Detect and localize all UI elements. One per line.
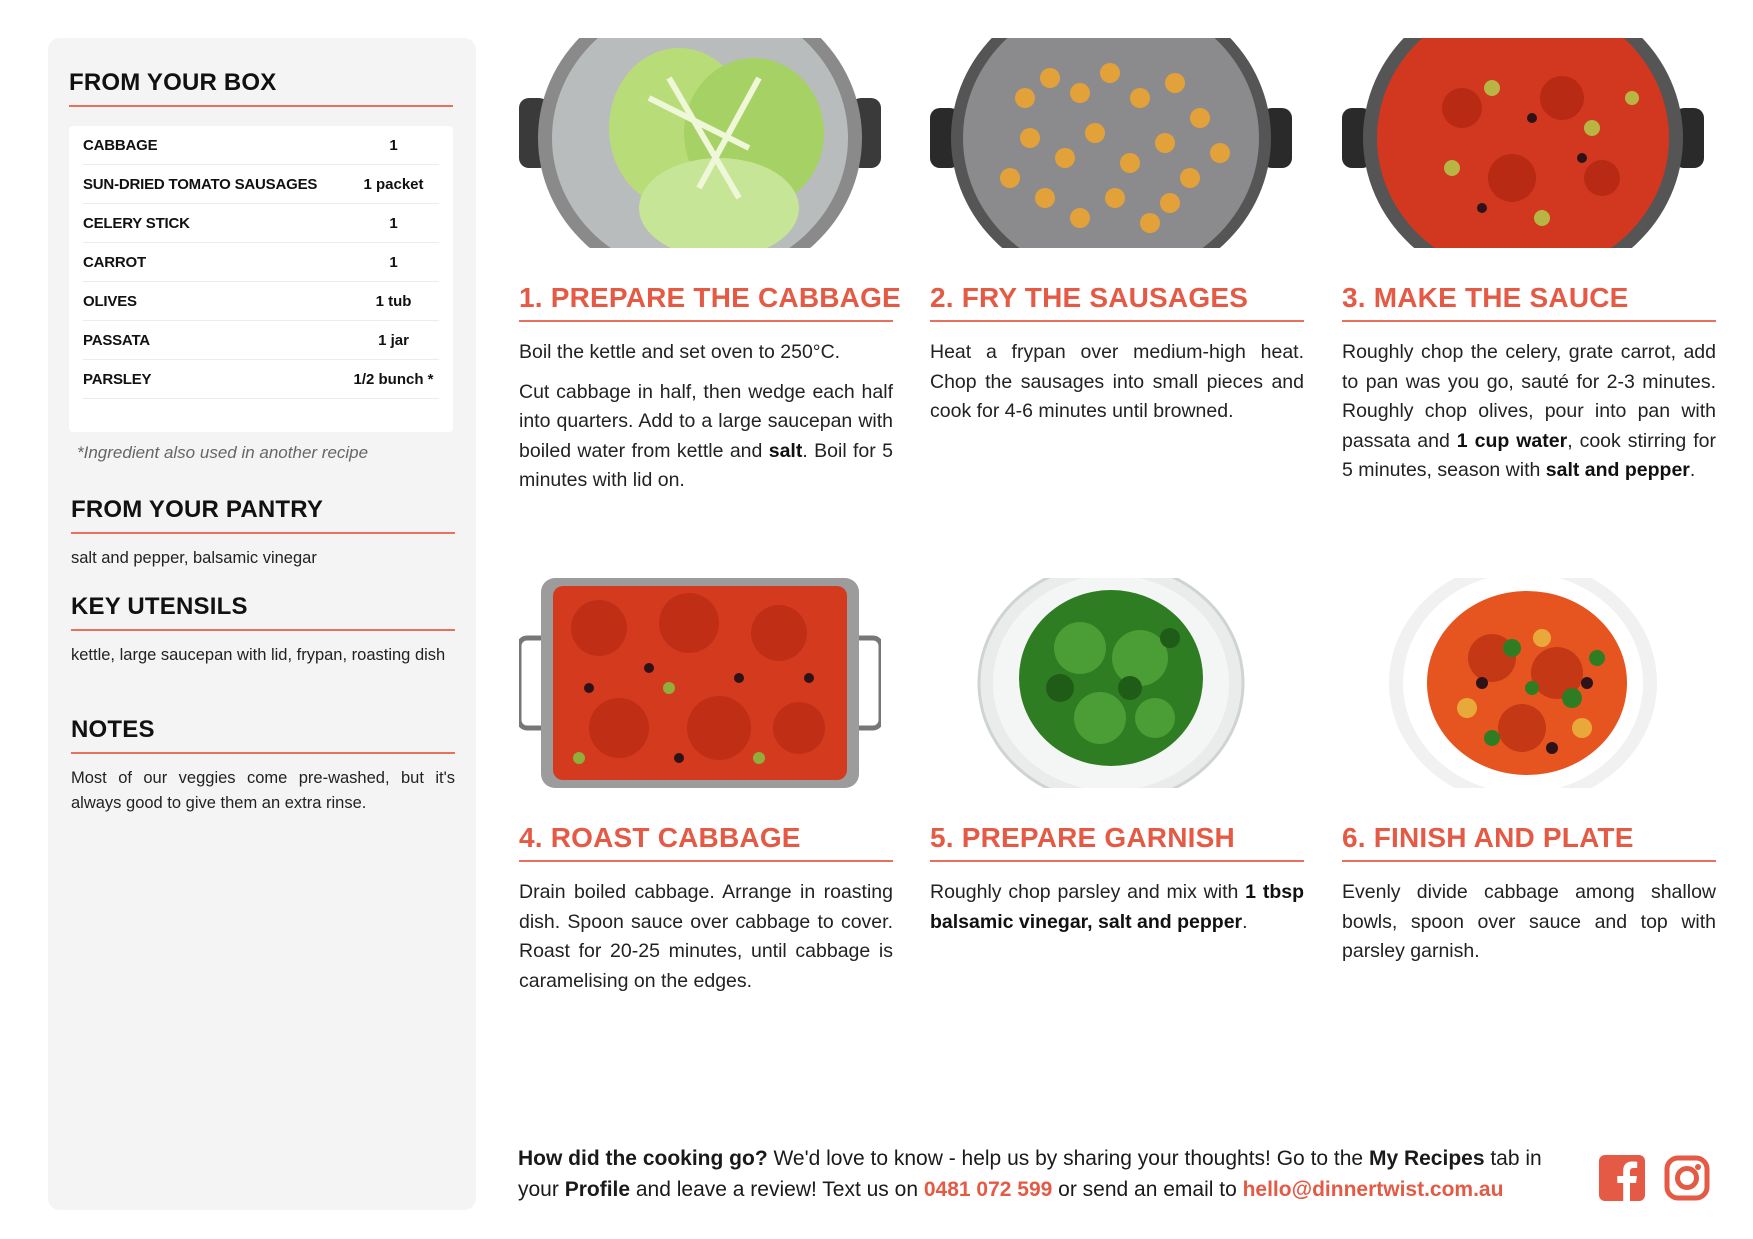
feedback-footer	[518, 1143, 1578, 1205]
text-run: . Boil for 5 minutes with lid on.	[519, 439, 893, 491]
ingredient-row	[83, 126, 439, 165]
text-run: Roughly chop parsley and mix with	[930, 881, 1246, 903]
facebook-icon[interactable]	[1599, 1155, 1645, 1201]
instagram-icon[interactable]	[1664, 1155, 1710, 1201]
step-4-photo	[519, 578, 881, 788]
step-1-title: 1. PREPARE THE CABBAGE	[519, 282, 893, 322]
step-1-paragraph	[519, 378, 893, 496]
sidebar	[48, 38, 476, 1210]
text-run: .	[1242, 910, 1248, 933]
step-5-text	[930, 878, 1304, 937]
step-1-paragraph: Boil the kettle and set oven to 250°C.	[519, 341, 841, 363]
ingredients-table	[69, 126, 453, 432]
email-link[interactable]: hello@dinnertwist.com.au	[1242, 1178, 1504, 1201]
step-3-title: 3. MAKE THE SAUCE	[1342, 282, 1716, 322]
text-run: We'd love to know - help us by sharing your thoughts! Go to the	[767, 1147, 1369, 1170]
ingredient-qty: 1 packet	[363, 175, 424, 193]
from-your-box-heading: FROM YOUR BOX	[69, 69, 453, 107]
step-3-photo	[1342, 38, 1704, 248]
step-6-text	[1342, 878, 1716, 967]
step-4	[519, 578, 893, 996]
step-3-paragraph	[1342, 338, 1716, 486]
ingredient-name: OLIVES	[83, 292, 137, 310]
bold-ingredient: 1 tbsp balsamic vinegar, salt and pepper	[930, 881, 1304, 933]
text-run: and leave a review! Text us on	[630, 1178, 924, 1201]
ingredient-name: CARROT	[83, 253, 146, 271]
step-6-title: 6. FINISH AND PLATE	[1342, 822, 1716, 862]
notes-text: Most of our veggies come pre-washed, but it's always good to give them an extra rinse.	[71, 769, 455, 812]
ingredient-name: CELERY STICK	[83, 214, 190, 232]
phone-link[interactable]: 0481 072 599	[923, 1178, 1053, 1201]
step-6-paragraph: Evenly divide cabbage among shallow bowls, spoon over sauce and top with parsley garnish.	[1342, 881, 1716, 962]
ingredient-qty: 1	[389, 214, 398, 232]
step-4-title: 4. ROAST CABBAGE	[519, 822, 893, 862]
ingredient-name: PARSLEY	[83, 370, 152, 388]
step-1-photo	[519, 38, 881, 248]
step-5-photo	[930, 578, 1292, 788]
my-recipes-link[interactable]: My Recipes	[1368, 1147, 1485, 1170]
step-2-text	[930, 338, 1304, 427]
ingredient-row	[83, 243, 439, 282]
ingredient-footnote: *Ingredient also used in another recipe	[77, 443, 369, 462]
pantry-text: salt and pepper, balsamic vinegar	[71, 549, 317, 567]
step-2-title: 2. FRY THE SAUSAGES	[930, 282, 1304, 322]
notes-section	[71, 716, 455, 816]
step-1-text	[519, 338, 893, 496]
ingredient-qty: 1 tub	[375, 292, 412, 310]
bold-ingredient: 1 cup water	[1456, 429, 1568, 452]
ingredient-row	[83, 165, 439, 204]
step-5-title: 5. PREPARE GARNISH	[930, 822, 1304, 862]
ingredient-qty: 1	[389, 136, 398, 154]
ingredient-name: CABBAGE	[83, 136, 158, 154]
text-run: or send an email to	[1052, 1178, 1243, 1201]
text-run: tab in your	[518, 1147, 1542, 1201]
ingredient-row	[83, 321, 439, 360]
utensils-text: kettle, large saucepan with lid, frypan, roasting dish	[71, 646, 446, 664]
profile-link[interactable]: Profile	[564, 1178, 631, 1201]
text-run: Roughly chop the celery, grate carrot, add to pan was you go, sauté for 2-3 minutes. Roughly chop olives, pour into pan with passata and	[1342, 341, 1716, 452]
ingredient-qty: 1 jar	[378, 331, 409, 349]
step-5	[930, 578, 1304, 937]
ingredient-qty: 1	[389, 253, 398, 271]
step-2-paragraph: Heat a frypan over medium-high heat. Chop the sausages into small pieces and cook for 4-6 minutes until browned.	[930, 341, 1304, 422]
step-4-paragraph: Drain boiled cabbage. Arrange in roasting dish. Spoon sauce over cabbage to cover. Roast for 20-25 minutes, until cabbage is caramelising on the edges.	[519, 881, 893, 992]
step-3	[1342, 38, 1716, 486]
utensils-section	[71, 593, 455, 668]
ingredient-row	[83, 360, 439, 399]
ingredient-row	[83, 204, 439, 243]
step-5-paragraph	[930, 878, 1304, 937]
pantry-heading: FROM YOUR PANTRY	[71, 496, 455, 534]
text-run: .	[1689, 459, 1696, 481]
bold-ingredient: salt and pepper	[1545, 459, 1690, 481]
step-6-photo	[1342, 578, 1704, 788]
pantry-section	[71, 496, 455, 571]
text-run: Cut cabbage in half, then wedge each half into quarters. Add to a large saucepan with boiled water from kettle and	[519, 380, 893, 462]
step-6	[1342, 578, 1716, 967]
step-2-photo	[930, 38, 1292, 248]
text-run: , cook stirring for 5 minutes, season with	[1342, 429, 1716, 481]
ingredient-name: PASSATA	[83, 331, 150, 349]
step-3-text	[1342, 338, 1716, 486]
step-2	[930, 38, 1304, 427]
step-1	[519, 38, 901, 496]
ingredient-qty: 1/2 bunch *	[353, 370, 434, 388]
bold-ingredient: salt	[768, 439, 803, 462]
ingredient-name: SUN-DRIED TOMATO SAUSAGES	[83, 175, 318, 193]
feedback-question: How did the cooking go?	[518, 1147, 768, 1170]
ingredient-row	[83, 282, 439, 321]
notes-heading: NOTES	[71, 716, 455, 754]
step-4-text	[519, 878, 893, 996]
utensils-heading: KEY UTENSILS	[71, 593, 455, 631]
